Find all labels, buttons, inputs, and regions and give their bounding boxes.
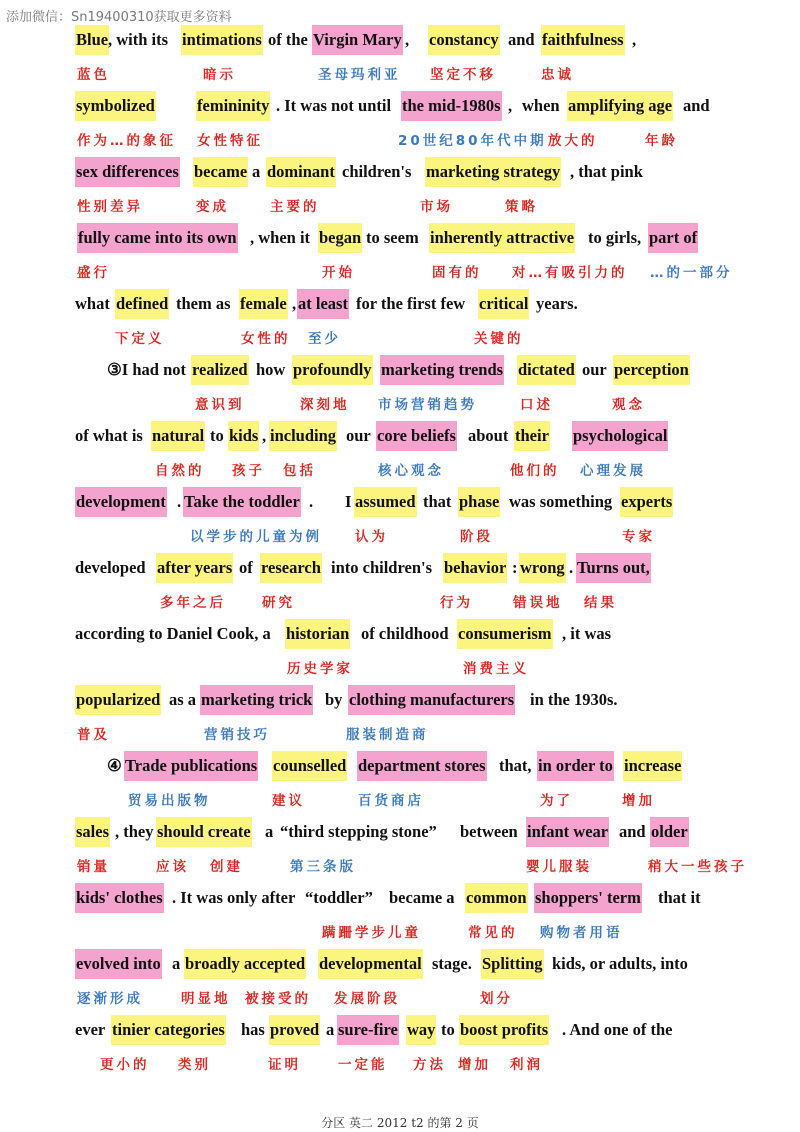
english-text: according to Daniel Cook, a [75,624,271,643]
highlighted-phrase: profoundly [292,355,373,385]
highlighted-phrase: shoppers' term [534,883,642,913]
chinese-annotation: 婴儿服装 [526,859,592,875]
highlighted-phrase: should create [156,817,252,847]
highlighted-phrase: developmental [318,949,423,979]
english-text: a [265,822,274,841]
highlighted-phrase: marketing trick [200,685,313,715]
watermark-text: 添加微信：Sn19400310获取更多资料 [6,10,232,25]
english-text: that it [658,888,701,907]
english-text: them as [176,294,231,313]
highlighted-phrase: femininity [196,91,270,121]
highlighted-phrase: marketing trends [380,355,504,385]
chinese-annotation: 更小的 [100,1057,150,1073]
highlighted-phrase: marketing strategy [425,157,561,187]
chinese-annotation: 意识到 [195,397,245,413]
chinese-annotation: 性别差异 [77,199,143,215]
english-text: developed [75,558,146,577]
chinese-annotation: 为了 [540,793,573,809]
english-text: our [346,426,371,445]
chinese-annotation: 开始 [322,265,355,281]
chinese-annotation: 增加 [622,793,655,809]
chinese-annotation: 口述 [520,397,553,413]
highlighted-phrase: wrong [519,553,566,583]
english-text: a [252,162,261,181]
chinese-annotation: 忠诚 [541,67,574,83]
english-text: for the first few [356,294,466,313]
chinese-annotation: 贸易出版物 [128,793,211,809]
highlighted-phrase: defined [115,289,169,319]
english-text: to [210,426,224,445]
highlighted-phrase: boost profits [459,1015,549,1045]
highlighted-phrase: historian [285,619,350,649]
highlighted-phrase: critical [478,289,529,319]
english-text: as a [169,690,197,709]
highlighted-phrase: counselled [272,751,347,781]
english-text: what [75,294,110,313]
highlighted-phrase: in order to [537,751,614,781]
english-text: , when it [250,228,311,247]
chinese-annotation: 年龄 [645,133,678,149]
chinese-annotation: 被接受的 [245,991,311,1007]
chinese-annotation: 应该 [156,859,189,875]
highlighted-phrase: popularized [75,685,161,715]
chinese-annotation: 观念 [612,397,645,413]
chinese-annotation: 策略 [505,199,538,215]
english-text: about [468,426,509,445]
chinese-annotation: 至少 [308,331,341,347]
highlighted-phrase: phase [458,487,500,517]
highlighted-phrase: Blue [75,25,109,55]
english-text: a [326,1020,335,1039]
english-text: by [325,690,343,709]
chinese-annotation: 服装制造商 [346,727,429,743]
highlighted-phrase: older [650,817,689,847]
english-text: that, [499,756,532,775]
highlighted-phrase: inherently attractive [429,223,575,253]
chinese-annotation: 心理发展 [580,463,646,479]
chinese-annotation: 他们的 [510,463,560,479]
chinese-annotation: 创建 [210,859,243,875]
chinese-annotation: 女性的 [241,331,291,347]
english-text: a [172,954,181,973]
chinese-annotation: 销量 [77,859,110,875]
chinese-annotation: 错误地 [513,595,563,611]
english-text: , it was [562,624,612,643]
chinese-annotation: 增加 [458,1057,491,1073]
chinese-annotation: 多年之后 [160,595,226,611]
chinese-annotation: 市场 [420,199,453,215]
chinese-annotation: 方法 [413,1057,446,1073]
english-text: kids, or adults, into [552,954,688,973]
highlighted-phrase: sex differences [75,157,180,187]
chinese-annotation: 稍大一些孩子 [648,859,747,875]
highlighted-phrase: intimations [181,25,263,55]
highlighted-phrase: Splitting [481,949,544,979]
english-text: has [241,1020,265,1039]
english-text: : [512,558,518,577]
chinese-annotation: 研究 [262,595,295,611]
highlighted-phrase: Trade publications [124,751,258,781]
english-text: of what is [75,426,143,445]
chinese-annotation: 主要的 [270,199,320,215]
english-text: into children's [331,558,433,577]
english-text: to seem [366,228,419,247]
chinese-annotation: 结果 [584,595,617,611]
english-text: , [262,426,267,445]
chinese-annotation: 核心观念 [378,463,444,479]
chinese-annotation: 明显地 [181,991,231,1007]
english-text: ④ [107,756,122,775]
highlighted-phrase: dictated [517,355,576,385]
chinese-annotation: 证明 [268,1057,301,1073]
chinese-annotation: 对…有吸引力的 [512,265,628,281]
english-text: , [508,96,513,115]
english-text: , [405,30,410,49]
english-text: stage. [432,954,472,973]
highlighted-phrase: realized [191,355,249,385]
chinese-annotation: 营销技巧 [204,727,270,743]
english-text: that [423,492,452,511]
chinese-annotation: 发展阶段 [334,991,400,1007]
chinese-annotation: 变成 [196,199,229,215]
chinese-annotation: 关键的 [474,331,524,347]
highlighted-phrase: increase [623,751,682,781]
english-text: ever [75,1020,106,1039]
english-text: . It was not until [276,96,392,115]
chinese-annotation: 作为…的象征 [77,133,176,149]
chinese-annotation: 行为 [440,595,473,611]
highlighted-phrase: department stores [357,751,487,781]
chinese-annotation: 坚定不移 [430,67,496,83]
chinese-annotation: 包括 [283,463,316,479]
highlighted-phrase: psychological [572,421,668,451]
page-footer: 分区 英二 2012 t2 的第 2 页 [321,1116,479,1130]
english-text: between [460,822,518,841]
highlighted-phrase: common [465,883,528,913]
highlighted-phrase: assumed [354,487,417,517]
highlighted-phrase: Take the toddler [183,487,301,517]
highlighted-phrase: behavior [443,553,507,583]
english-text: of the [268,30,308,49]
highlighted-phrase: faithfulness [541,25,625,55]
highlighted-phrase: part of [648,223,698,253]
english-text: ③I had not [107,360,186,379]
chinese-annotation: 女性特征 [197,133,263,149]
chinese-annotation: 常见的 [468,925,518,941]
english-text: . It was only after [172,888,296,907]
chinese-annotation: 20世纪80年代中期 [398,133,547,149]
english-text: how [256,360,286,379]
chinese-annotation: 盛行 [77,265,110,281]
highlighted-phrase: consumerism [457,619,553,649]
english-text: , [292,294,297,313]
english-text: , with its [108,30,169,49]
chinese-annotation: …的一部分 [650,265,733,281]
chinese-annotation: 第三条版 [290,859,356,875]
english-text: “third stepping stone” [280,822,437,841]
english-text: , that pink [570,162,643,181]
english-text: was something [509,492,613,511]
chinese-annotation: 蓝色 [77,67,110,83]
chinese-annotation: 暗示 [203,67,236,83]
chinese-annotation: 购物者用语 [540,925,623,941]
chinese-annotation: 消费主义 [463,661,529,677]
chinese-annotation: 固有的 [432,265,482,281]
chinese-annotation: 一定能 [338,1057,388,1073]
chinese-annotation: 划分 [480,991,513,1007]
highlighted-phrase: sales [75,817,110,847]
highlighted-phrase: evolved into [75,949,162,979]
highlighted-phrase: including [269,421,337,451]
highlighted-phrase: proved [269,1015,320,1045]
english-text: became a [389,888,455,907]
highlighted-phrase: became [193,157,248,187]
highlighted-phrase: research [260,553,322,583]
chinese-annotation: 市场营销趋势 [378,397,477,413]
chinese-annotation: 以学步的儿童为例 [190,529,322,545]
english-text: , [632,30,637,49]
highlighted-phrase: natural [151,421,205,451]
chinese-annotation: 圣母玛利亚 [318,67,401,83]
highlighted-phrase: began [318,223,362,253]
chinese-annotation: 逐渐形成 [77,991,143,1007]
highlighted-phrase: female [239,289,288,319]
chinese-annotation: 类别 [178,1057,211,1073]
chinese-annotation: 自然的 [155,463,205,479]
highlighted-phrase: experts [620,487,673,517]
english-text: . And one of the [562,1020,673,1039]
english-text: and [508,30,535,49]
highlighted-phrase: fully came into its own [77,223,238,253]
english-text: our [582,360,607,379]
chinese-annotation: 孩子 [232,463,265,479]
highlighted-phrase: Virgin Mary [312,25,403,55]
english-text: , they [115,822,154,841]
highlighted-phrase: perception [613,355,690,385]
highlighted-phrase: broadly accepted [184,949,306,979]
english-text: in the 1930s. [530,690,618,709]
chinese-annotation: 深刻地 [300,397,350,413]
english-text: of [239,558,253,577]
chinese-annotation: 历史学家 [287,661,353,677]
english-text: “toddler” [305,888,373,907]
english-text: and [619,822,646,841]
chinese-annotation: 建议 [272,793,305,809]
chinese-annotation: 蹒跚学步儿童 [322,925,421,941]
highlighted-phrase: infant wear [526,817,609,847]
highlighted-phrase: sure-fire [337,1015,399,1045]
english-text: of childhood [361,624,449,643]
highlighted-phrase: dominant [266,157,336,187]
highlighted-phrase: symbolized [75,91,156,121]
english-text: . [177,492,182,511]
highlighted-phrase: Turns out, [576,553,651,583]
highlighted-phrase: development [75,487,167,517]
chinese-annotation: 百货商店 [358,793,424,809]
english-text: and [683,96,710,115]
english-text: I [345,492,352,511]
chinese-annotation: 下定义 [115,331,165,347]
highlighted-phrase: clothing manufacturers [348,685,515,715]
highlighted-phrase: amplifying age [567,91,673,121]
chinese-annotation: 阶段 [460,529,493,545]
highlighted-phrase: constancy [428,25,500,55]
english-text: . [569,558,574,577]
chinese-annotation: 利润 [510,1057,543,1073]
english-text: years. [536,294,578,313]
english-text: children's [342,162,412,181]
highlighted-phrase: core beliefs [376,421,457,451]
chinese-annotation: 认为 [355,529,388,545]
highlighted-phrase: the mid-1980s [401,91,502,121]
english-text: when [522,96,560,115]
chinese-annotation: 普及 [77,727,110,743]
english-text: to [441,1020,455,1039]
english-text: . [309,492,314,511]
english-text: to girls, [588,228,642,247]
highlighted-phrase: after years [156,553,233,583]
highlighted-phrase: tinier categories [111,1015,226,1045]
chinese-annotation: 专家 [622,529,655,545]
highlighted-phrase: at least [297,289,349,319]
highlighted-phrase: their [514,421,550,451]
highlighted-phrase: kids' clothes [75,883,164,913]
highlighted-phrase: kids [228,421,259,451]
highlighted-phrase: way [406,1015,436,1045]
chinese-annotation: 放大的 [548,133,598,149]
